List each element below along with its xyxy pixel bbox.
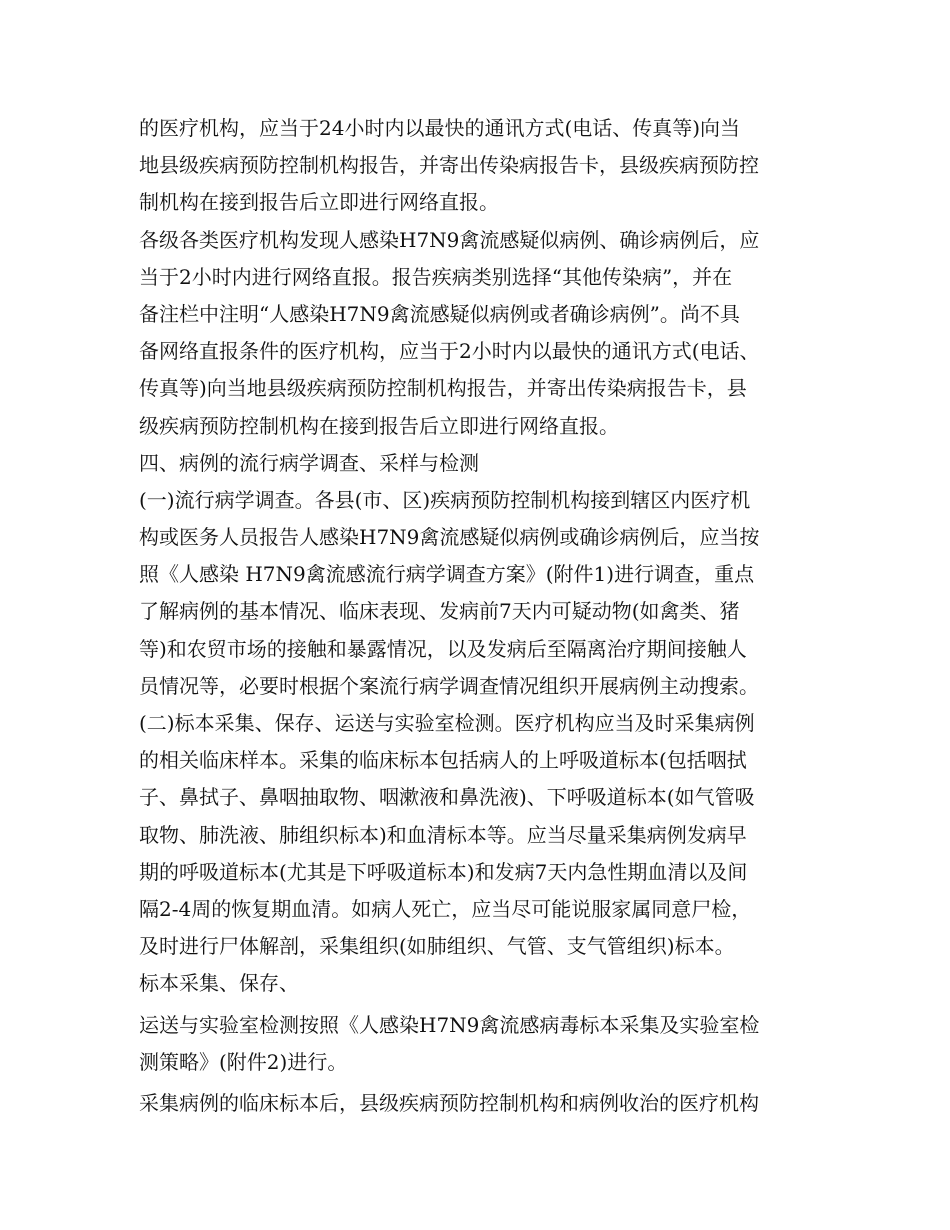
body-line: 及时进行尸体解剖，采集组织(如肺组织、气管、支气管组织)标本。 [139,934,735,959]
body-line: 子、鼻拭子、鼻咽抽取物、咽漱液和鼻洗液)、下呼吸道标本(如气管吸 [139,785,755,810]
body-line: 了解病例的基本情况、临床表现、发病前7天内可疑动物(如禽类、猪 [139,599,740,624]
body-line: 测策略》(附件2)进行。 [139,1049,348,1074]
body-line: (二)标本采集、保存、运送与实验室检测。医疗机构应当及时采集病例 [139,711,755,735]
body-line: 员情况等，必要时根据个案流行病学调查情况组织开展病例主动搜索。 [139,673,759,698]
body-line: 照《人感染 H7N9禽流感流行病学调查方案》(附件1)进行调查，重点 [139,562,755,587]
body-line: 当于2小时内进行网络直报。报告疾病类别选择“其他传染病”，并在 [139,264,733,289]
body-line: 传真等)向当地县级疾病预防控制机构报告，并寄出传染病报告卡，县 [139,376,747,401]
body-line: 备注栏中注明“人感染H7N9禽流感疑似病例或者确诊病例”。尚不具 [139,301,740,326]
body-line: (一)流行病学调查。各县(市、区)疾病预防控制机构接到辖区内医疗机 [139,487,751,512]
document-body [139,110,829,1122]
body-line: 运送与实验室检测按照《人感染H7N9禽流感病毒标本采集及实验室检 [139,1012,760,1037]
body-line: 隔2-4周的恢复期血清。如病人死亡，应当尽可能说服家属同意尸检， [139,896,752,921]
body-line: 的医疗机构，应当于24小时内以最快的通讯方式(电话、传真等)向当 [139,116,741,140]
body-line: 采集病例的临床标本后，县级疾病预防控制机构和病例收治的医疗机构 [139,1090,759,1115]
body-line: 级疾病预防控制机构在接到报告后立即进行网络直报。 [139,413,619,438]
body-line: 构或医务人员报告人感染H7N9禽流感疑似病例或确诊病例后，应当按 [139,525,760,550]
body-line: 备网络直报条件的医疗机构，应当于2小时内以最快的通讯方式(电话、 [139,339,760,364]
body-line: 各级各类医疗机构发现人感染H7N9禽流感疑似病例、确诊病例后，应 [139,227,760,252]
body-line: 制机构在接到报告后立即进行网络直报。 [139,190,499,215]
section-heading: 四、病例的流行病学调查、采样与检测 [139,450,479,475]
body-line: 期的呼吸道标本(尤其是下呼吸道标本)和发病7天内急性期血清以及间 [139,859,748,884]
body-line: 等)和农贸市场的接触和暴露情况，以及发病后至隔离治疗期间接触人 [139,636,747,661]
body-line: 标本采集、保存、 [139,971,299,996]
body-line: 的相关临床样本。采集的临床标本包括病人的上呼吸道标本(包括咽拭 [139,748,747,773]
body-line: 取物、肺洗液、肺组织标本)和血清标本等。应当尽量采集病例发病早 [139,822,747,847]
body-line: 地县级疾病预防控制机构报告，并寄出传染病报告卡，县级疾病预防控 [139,153,759,178]
